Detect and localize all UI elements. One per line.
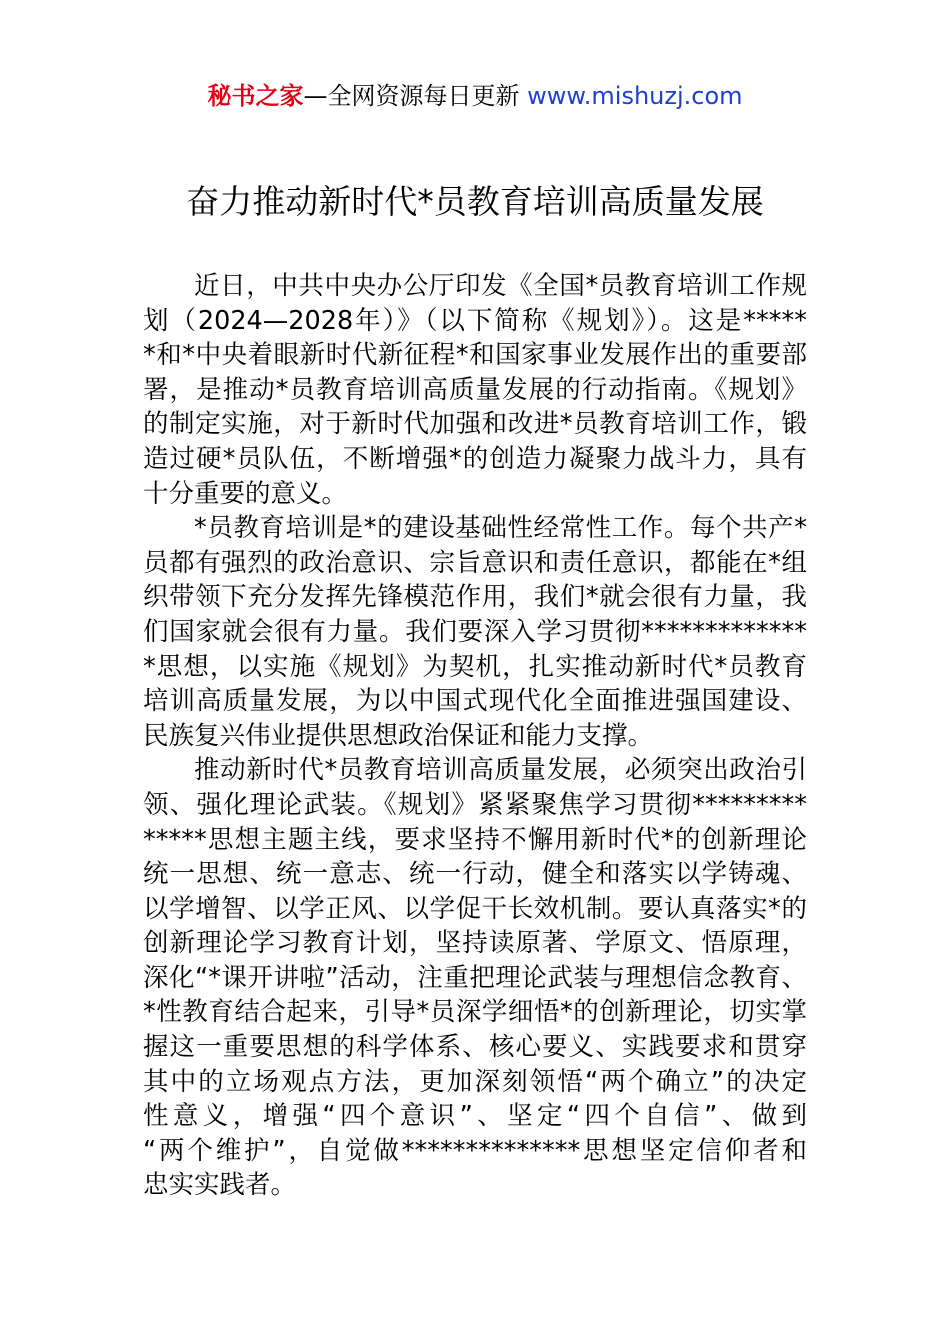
paragraph-line: 以学增智、以学正风、以学促干长效机制。要认真落实*的 <box>143 893 807 924</box>
site-name: 秘书之家 <box>207 82 304 110</box>
document-title: 奋力推动新时代*员教育培训高质量发展 <box>186 182 764 221</box>
paragraph-line: 员都有强烈的政治意识、宗旨意识和责任意识，都能在*组 <box>143 547 807 578</box>
site-tagline: —全网资源每日更新 <box>303 82 520 110</box>
paragraph-2 <box>143 511 807 753</box>
paragraph-line: 性意义，增强“四个意识”、坚定“四个自信”、做到 <box>143 1101 807 1132</box>
paragraph-line: 近日，中共中央办公厅印发《全国*员教育培训工作规 <box>194 271 807 301</box>
paragraph-line: 其中的立场观点方法，更加深刻领悟“两个确立”的决定 <box>143 1066 807 1097</box>
paragraph-line: *员教育培训是*的建设基础性经常性工作。每个共产* <box>194 513 807 544</box>
paragraph-line: 的制定实施，对于新时代加强和改进*员教育培训工作，锻 <box>143 409 807 440</box>
paragraph-line: 领、强化理论武装。《规划》紧紧聚焦学习贯彻********* <box>143 789 807 820</box>
paragraph-line: 造过硬*员队伍，不断增强*的创造力凝聚力战斗力，具有 <box>143 443 807 474</box>
paragraph-line: 署，是推动*员教育培训高质量发展的行动指南。《规划》 <box>143 374 807 405</box>
paragraph-line: 推动新时代*员教育培训高质量发展，必须突出政治引 <box>194 755 807 786</box>
paragraph-3 <box>143 753 807 1203</box>
paragraph-line: *思想，以实施《规划》为契机，扎实推动新时代*员教育 <box>143 651 807 682</box>
paragraph-line: 十分重要的意义。 <box>143 478 348 509</box>
paragraph-line: 创新理论学习教育计划，坚持读原著、学原文、悟原理， <box>143 928 807 959</box>
paragraph-line: 民族复兴伟业提供思想政治保证和能力支撑。 <box>143 720 654 751</box>
paragraph-line: 划（2024—2028年）》（以下简称《规划》）。这是***** <box>143 305 807 336</box>
paragraph-line: *和*中央着眼新时代新征程*和国家事业发展作出的重要部 <box>143 340 807 371</box>
paragraph-line: *****思想主题主线，要求坚持不懈用新时代*的创新理论 <box>143 824 807 855</box>
paragraph-line: “两个维护”，自觉做**************思想坚定信仰者和 <box>143 1135 807 1166</box>
site-url-link[interactable]: www.mishuzj.com <box>527 82 743 110</box>
paragraph-line: 忠实实践者。 <box>143 1170 297 1201</box>
paragraph-line: 培训高质量发展，为以中国式现代化全面推进强国建设、 <box>143 686 807 717</box>
paragraph-line: 统一思想、统一意志、统一行动，健全和落实以学铸魂、 <box>143 859 807 890</box>
paragraph-line: 们国家就会很有力量。我们要深入学习贯彻************* <box>143 616 807 647</box>
paragraph-line: *性教育结合起来，引导*员深学细悟*的创新理论，切实掌 <box>143 997 807 1028</box>
paragraph-line: 深化“*课开讲啦”活动，注重把理论武装与理想信念教育、 <box>143 962 807 993</box>
paragraph-line: 织带领下充分发挥先锋模范作用，我们*就会很有力量，我 <box>143 582 807 613</box>
paragraph-line: 握这一重要思想的科学体系、核心要义、实践要求和贯穿 <box>143 1032 807 1063</box>
document-body <box>143 269 807 1203</box>
paragraph-1 <box>143 269 807 511</box>
site-header <box>0 80 950 112</box>
